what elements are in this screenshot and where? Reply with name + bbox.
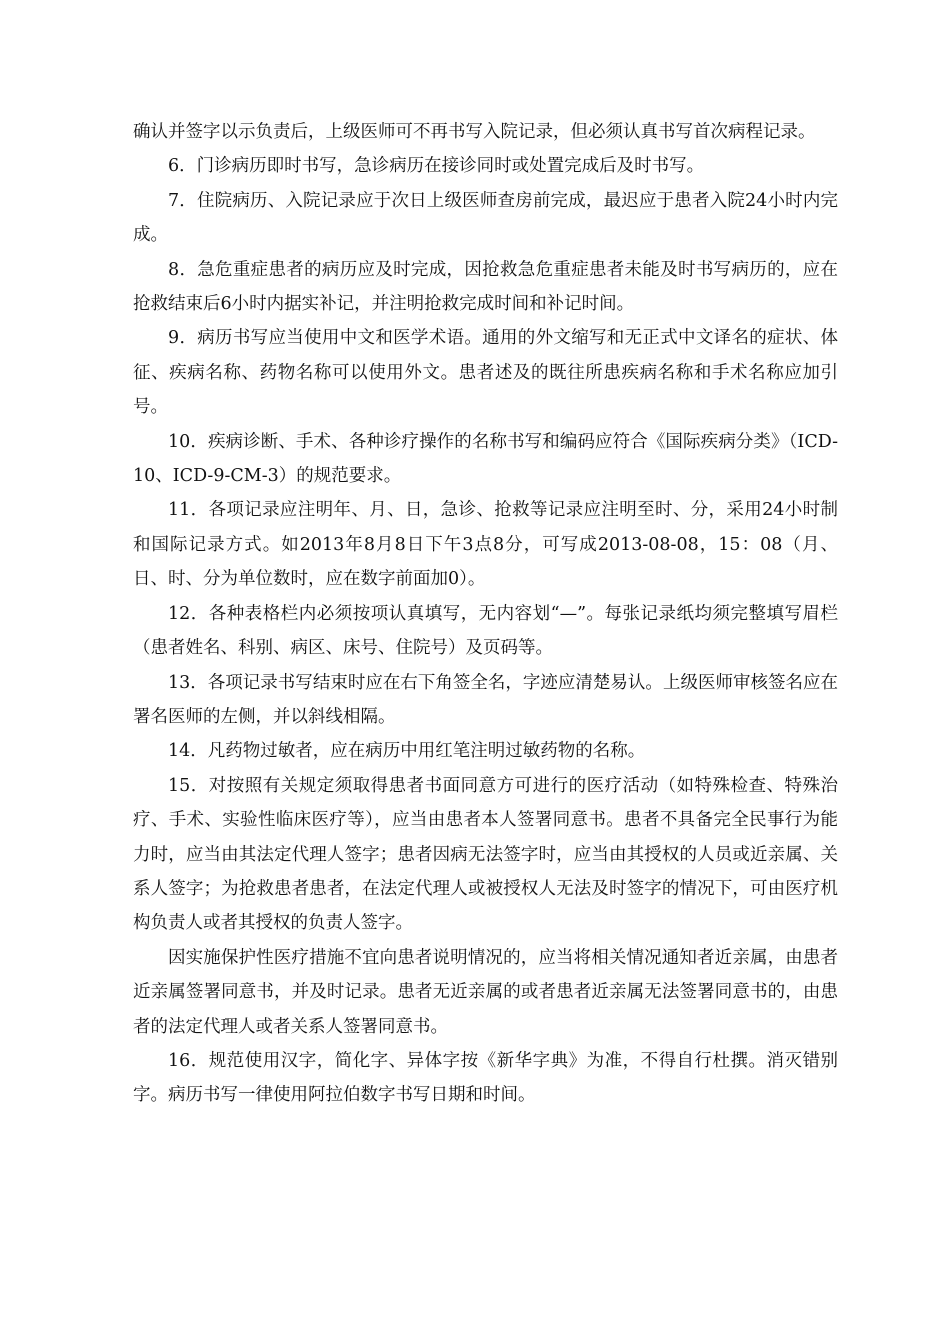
paragraph-item-6: 6．门诊病历即时书写，急诊病历在接诊同时或处置完成后及时书写。	[168, 156, 705, 177]
paragraph-item-7: 7．住院病历、入院记录应于次日上级医师查房前完成，最迟应于患者入院24小时内完成。	[133, 190, 838, 246]
paragraph-item-11: 11．各项记录应注明年、月、日，急诊、抢救等记录应注明至时、分，采用24小时制和国际记录方式。如2013年8月8日下午3点8分，可写成2013-08-08，15：08（月、日、时、分为单位数时，应在数字前面加0）。	[133, 500, 838, 590]
paragraph-item-8: 8．急危重症患者的病历应及时完成，因抢救急危重症患者未能及时书写病历的，应在抢救结束后6小时内据实补记，并注明抢救完成时间和补记时间。	[133, 259, 838, 315]
paragraph-item-12: 12．各种表格栏内必须按项认真填写，无内容划“—”。每张记录纸均须完整填写眉栏（患者姓名、科别、病区、床号、住院号）及页码等。	[133, 603, 838, 659]
paragraph-item-16: 16．规范使用汉字，简化字、异体字按《新华字典》为准，不得自行杜撰。消灭错别字。病历书写一律使用阿拉伯数字书写日期和时间。	[133, 1050, 838, 1106]
paragraph-item-15: 15．对按照有关规定须取得患者书面同意方可进行的医疗活动（如特殊检查、特殊治疗、手术、实验性临床医疗等），应当由患者本人签署同意书。患者不具备完全民事行为能力时，应当由其法定代理人签字；患者因病无法签字时，应当由其授权的人员或近亲属、关系人签字；为抢救患者患者，在法定代理人或被授权人无法及时签字的情况下，可由医疗机构负责人或者其授权的负责人签字。	[133, 775, 838, 934]
document-body	[133, 115, 838, 1113]
paragraph-item-15-continued: 因实施保护性医疗措施不宜向患者说明情况的，应当将相关情况通知者近亲属，由患者近亲属签署同意书，并及时记录。患者无近亲属的或者患者近亲属无法签署同意书的，由患者的法定代理人或者关系人签署同意书。	[133, 947, 838, 1037]
paragraph-continuation: 确认并签字以示负责后，上级医师可不再书写入院记录，但必须认真书写首次病程记录。	[133, 122, 816, 142]
paragraph-item-10: 10．疾病诊断、手术、各种诊疗操作的名称书写和编码应符合《国际疾病分类》（ICD-10、ICD-9-CM-3）的规范要求。	[133, 431, 838, 487]
paragraph-item-9: 9．病历书写应当使用中文和医学术语。通用的外文缩写和无正式中文译名的症状、体征、疾病名称、药物名称可以使用外文。患者述及的既往所患疾病名称和手术名称应加引号。	[133, 328, 838, 418]
paragraph-item-14: 14．凡药物过敏者，应在病历中用红笔注明过敏药物的名称。	[168, 741, 646, 762]
paragraph-item-13: 13．各项记录书写结束时应在右下角签全名，字迹应清楚易认。上级医师审核签名应在署名医师的左侧，并以斜线相隔。	[133, 672, 838, 727]
